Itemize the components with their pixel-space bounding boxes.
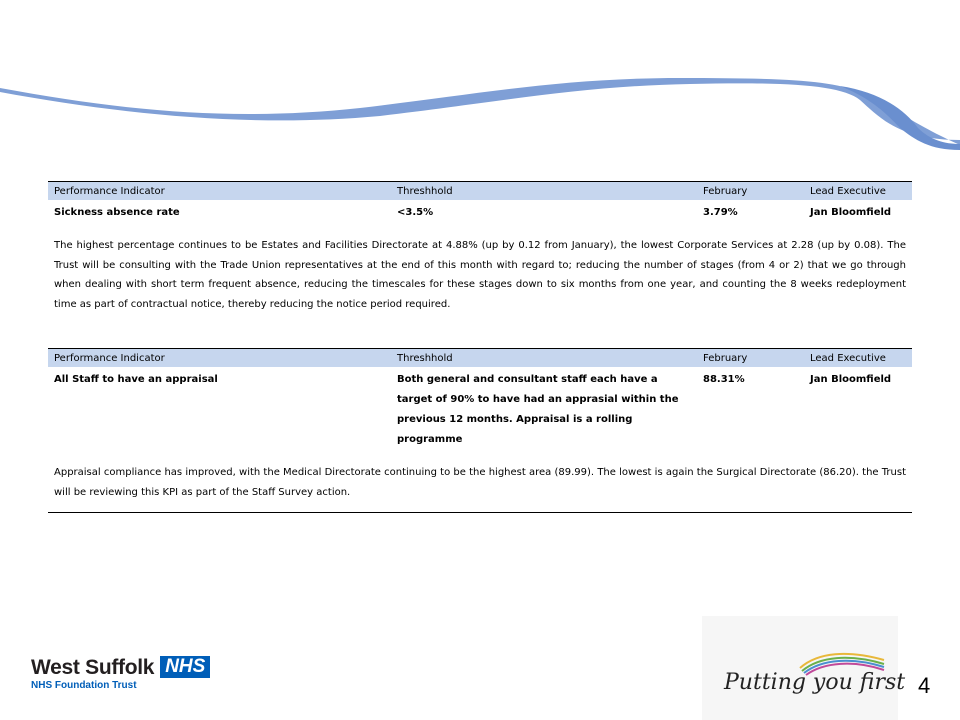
lead-executive-name: Jan Bloomfield [810,374,892,385]
header-lead-executive: Lead Executive [804,182,912,201]
kpi-header-row [48,349,912,368]
lead-executive-name: Jan Bloomfield [810,207,892,218]
kpi-data-row [48,200,912,226]
indicator-name: Sickness absence rate [54,207,180,218]
indicator-name: All Staff to have an appraisal [54,374,218,385]
nhs-mark: NHS [160,656,210,678]
slogan-text: Putting you first [724,670,906,695]
west-suffolk-nhs-logo [31,656,210,691]
kpi-narrative: The highest percentage continues to be Estates and Facilities Directorate at 4.88% (up by 0.12 from January), the lowest Corporate Services at 2.28 (up by 0.08). The Trust will be consulting with the Trade Union representatives at the end of this month with regard to; reducing the number of stages (from 4 or 2) that we go through when dealing with short term frequent absence, reducing the timescales for these stages down to six months from one year, and counting the 8 weeks redeployment time as part of contractual notice, thereby reducing the notice period required. [54,240,906,310]
header-performance-indicator: Performance Indicator [48,182,391,201]
threshold-value: Both general and consultant staff each have a target of 90% to have had an apprasial within the previous 12 months. Appraisal is a rolling programme [397,374,679,445]
org-name: West Suffolk [31,656,155,679]
kpi-header-row [48,182,912,201]
header-performance-indicator: Performance Indicator [48,349,391,368]
month-value: 88.31% [703,374,745,385]
org-subtitle: NHS Foundation Trust [31,680,137,691]
kpi-narrative: Appraisal compliance has improved, with the Medical Directorate continuing to be the highest area (89.99). The lowest is again the Surgical Directorate (86.20). the Trust will be reviewing this KPI as part of the Staff Survey action. [54,467,906,498]
page-number: 4 [918,673,931,698]
kpi-table [48,348,912,453]
threshold-value: <3.5% [397,207,434,218]
header-month: February [697,182,804,201]
putting-you-first-logo [702,616,906,720]
header-threshold: Threshhold [391,182,697,201]
decorative-swoosh [0,0,960,160]
kpi-sickness-absence [48,181,912,314]
kpi-table [48,181,912,226]
header-threshold: Threshhold [391,349,697,368]
month-value: 3.79% [703,207,738,218]
header-lead-executive: Lead Executive [804,349,912,368]
kpi-staff-appraisal [48,348,912,513]
kpi-data-row [48,367,912,453]
header-month: February [697,349,804,368]
